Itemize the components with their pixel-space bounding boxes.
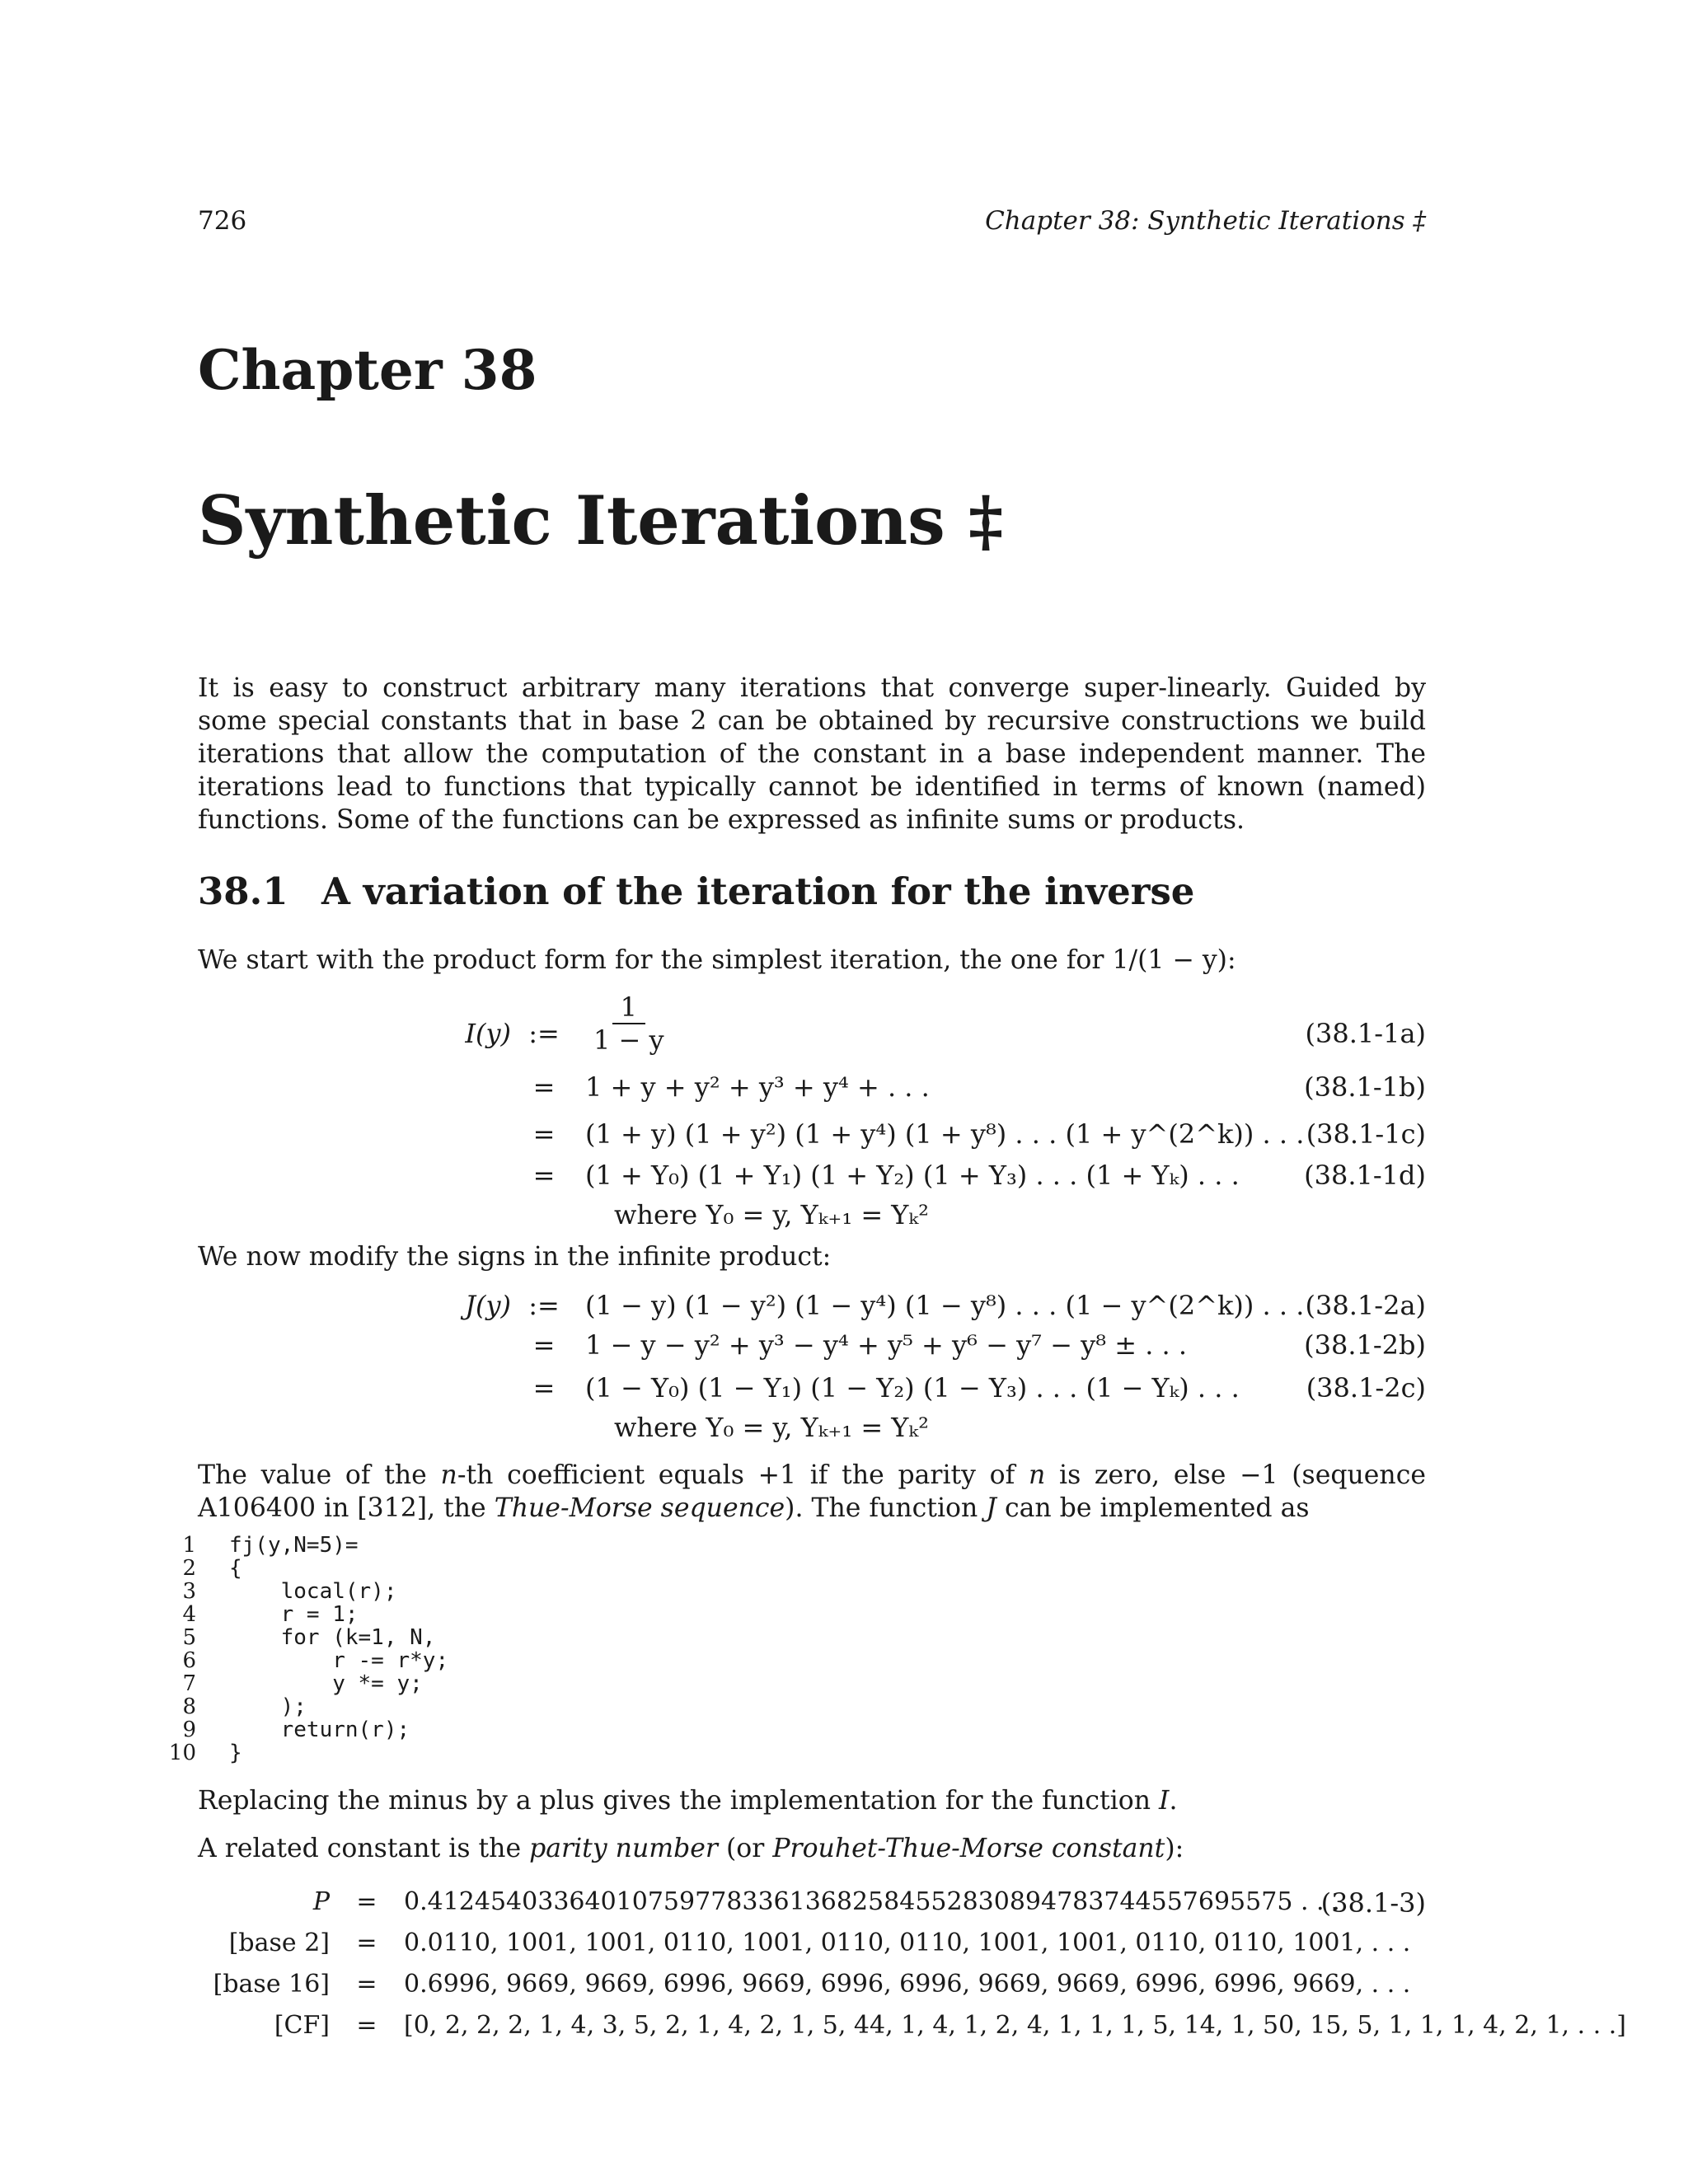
- eq-I-fraction: [585, 991, 673, 1056]
- eq-J-lhs: J(y): [465, 1290, 511, 1321]
- eq-1c-equals: =: [532, 1118, 556, 1150]
- code-text: {: [229, 1556, 242, 1581]
- code-text: }: [229, 1741, 242, 1765]
- eq-1b: 1 + y + y² + y³ + y⁴ + . . .: [585, 1071, 930, 1103]
- eq-2c-equals: =: [532, 1372, 556, 1404]
- eq-1d-equals: =: [532, 1160, 556, 1191]
- line-number: 1: [182, 1533, 196, 1558]
- fraction-denominator: 1 − y: [593, 1024, 664, 1056]
- code-text: r -= r*y;: [229, 1648, 449, 1673]
- code-line: [157, 1625, 435, 1650]
- code-text: local(r);: [229, 1579, 397, 1604]
- line-number: 2: [182, 1556, 196, 1581]
- eq-number-1b: (38.1-1b): [1304, 1071, 1426, 1103]
- code-text: fj(y,N=5)=: [229, 1533, 359, 1558]
- code-line: [157, 1671, 423, 1696]
- eq-number-2b: (38.1-2b): [1304, 1329, 1426, 1361]
- paragraph-replace: Replacing the minus by a plus gives the implementation for the function I.: [198, 1786, 1178, 1816]
- code-line: [157, 1718, 410, 1742]
- paragraph-related: A related constant is the parity number (or Prouhet-Thue-Morse constant):: [198, 1834, 1184, 1863]
- running-head: Chapter 38: Synthetic Iterations ‡: [985, 206, 1426, 236]
- section-number: 38.1: [198, 869, 288, 913]
- paragraph-modify: We now modify the signs in the infinite product:: [198, 1242, 832, 1272]
- eq-1c: (1 + y) (1 + y²) (1 + y⁴) (1 + y⁸) . . . (1 + y^(2^k)) . . .: [585, 1118, 1305, 1150]
- eq-J-where: where Y₀ = y, Yₖ₊₁ = Yₖ²: [614, 1412, 929, 1443]
- code-text: return(r);: [229, 1718, 410, 1742]
- parity-equals: =: [356, 2011, 377, 2040]
- parity-lhs-base16: [base 16]: [213, 1970, 330, 1999]
- eq-2b-equals: =: [532, 1329, 556, 1361]
- chapter-title: Synthetic Iterations ‡: [198, 482, 1004, 560]
- eq-J-def: :=: [528, 1290, 560, 1321]
- eq-2c: (1 − Y₀) (1 − Y₁) (1 − Y₂) (1 − Y₃) . . . (1 − Yₖ) . . .: [585, 1372, 1240, 1404]
- parity-value-cf: [0, 2, 2, 2, 1, 4, 3, 5, 2, 1, 4, 2, 1, 5, 44, 1, 4, 1, 2, 4, 1, 1, 1, 5, 14, 1, 50, 15, 5, 1, 1, 1, 4, 2, 1, . . .]: [404, 2011, 1627, 2040]
- line-number: 9: [182, 1718, 196, 1742]
- code-line: [157, 1556, 242, 1581]
- eq-1d: (1 + Y₀) (1 + Y₁) (1 + Y₂) (1 + Y₃) . . . (1 + Yₖ) . . .: [585, 1160, 1240, 1191]
- eq-I-where: where Y₀ = y, Yₖ₊₁ = Yₖ²: [614, 1199, 929, 1230]
- code-text: for (k=1, N,: [229, 1625, 436, 1650]
- code-line: [157, 1579, 397, 1604]
- eq-2a: (1 − y) (1 − y²) (1 − y⁴) (1 − y⁸) . . . (1 − y^(2^k)) . . .: [585, 1290, 1305, 1321]
- eq-number-2c: (38.1-2c): [1306, 1372, 1426, 1404]
- parity-equals: =: [356, 1970, 377, 1999]
- code-line: [157, 1533, 359, 1558]
- code-text: y *= y;: [229, 1671, 423, 1696]
- code-text: r = 1;: [229, 1602, 359, 1627]
- line-number: 8: [182, 1694, 196, 1719]
- section-title: A variation of the iteration for the inverse: [321, 869, 1195, 913]
- parity-value-decimal: 0.4124540336401075977833613682584552830894783744557695575 . . .: [404, 1887, 1340, 1916]
- eq-I-lhs: I(y): [465, 1018, 511, 1049]
- line-number: 10: [168, 1741, 196, 1765]
- chapter-label: Chapter 38: [198, 338, 537, 402]
- line-number: 6: [182, 1648, 196, 1673]
- eq-number-3: (38.1-3): [1320, 1887, 1426, 1919]
- eq-1b-equals: =: [532, 1071, 556, 1103]
- parity-value-base2: 0.0110, 1001, 1001, 0110, 1001, 0110, 0110, 1001, 1001, 0110, 0110, 1001, . . .: [404, 1929, 1411, 1957]
- page-number: 726: [198, 206, 247, 236]
- eq-number-2a: (38.1-2a): [1305, 1290, 1426, 1321]
- parity-lhs-P: P: [312, 1887, 330, 1916]
- section-heading: [198, 869, 1194, 913]
- code-line: [157, 1741, 242, 1765]
- line-number: 5: [182, 1625, 196, 1650]
- code-line: [157, 1602, 359, 1627]
- parity-lhs-base2: [base 2]: [228, 1929, 330, 1957]
- eq-2b: 1 − y − y² + y³ − y⁴ + y⁵ + y⁶ − y⁷ − y⁸ ± . . .: [585, 1329, 1188, 1361]
- line-number: 3: [182, 1579, 196, 1604]
- intro-paragraph: It is easy to construct arbitrary many iterations that converge super-linearly. Guided by some special constants that in base 2 can be obtained by recursive constructions we build iterations that allow the computation of the constant in a base independent manner. The iterations lead to functions that typically cannot be identified in terms of known (named) functions. Some of the functions can be expressed as infinite sums or products.: [198, 673, 1426, 835]
- code-line: [157, 1648, 448, 1673]
- paragraph-value: The value of the n-th coefficient equals +1 if the parity of n is zero, else −1 (sequence A106400 in [312], the Thue-Morse sequence). The function J can be implemented as: [198, 1460, 1427, 1523]
- line-number: 4: [182, 1602, 196, 1627]
- eq-number-1a: (38.1-1a): [1305, 1018, 1426, 1049]
- line-number: 7: [182, 1671, 196, 1696]
- parity-value-base16: 0.6996, 9669, 9669, 6996, 9669, 6996, 6996, 9669, 9669, 6996, 6996, 9669, . . .: [404, 1970, 1411, 1999]
- parity-equals: =: [356, 1929, 377, 1957]
- parity-equals: =: [356, 1887, 377, 1916]
- code-line: [157, 1694, 307, 1719]
- code-text: );: [229, 1694, 307, 1719]
- eq-number-1d: (38.1-1d): [1304, 1160, 1426, 1191]
- eq-number-1c: (38.1-1c): [1306, 1118, 1426, 1150]
- paragraph-start: We start with the product form for the simplest iteration, the one for 1/(1 − y):: [198, 945, 1236, 975]
- fraction-numerator: 1: [612, 991, 645, 1024]
- eq-I-def: :=: [528, 1018, 560, 1049]
- parity-lhs-cf: [CF]: [274, 2011, 330, 2040]
